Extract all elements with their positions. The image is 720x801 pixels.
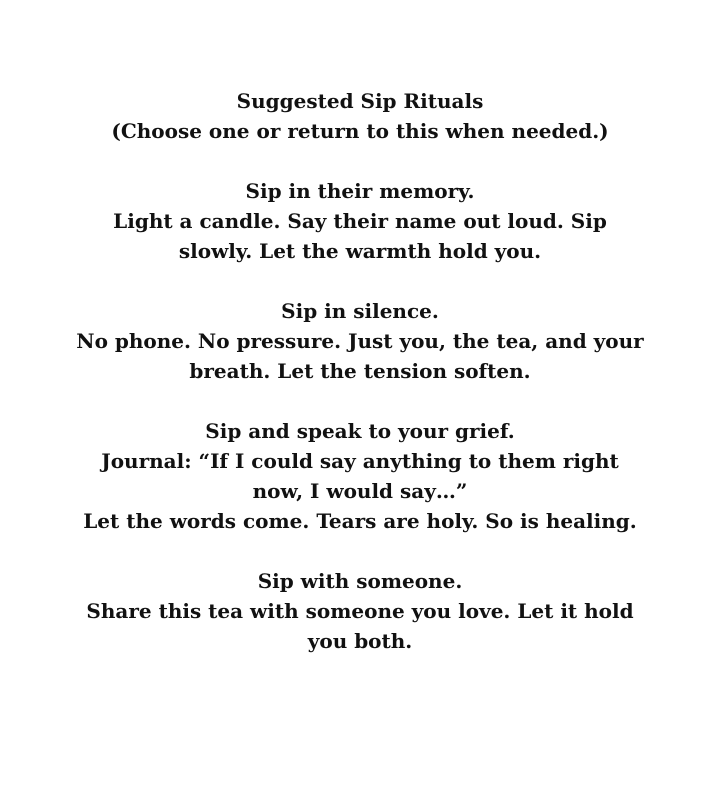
ritual-heading: Sip in their memory. [245, 179, 475, 203]
ritual-grief [40, 416, 680, 536]
ritual-heading: Sip with someone. [257, 569, 463, 593]
page-subtitle: (Choose one or return to this when needed.) [111, 119, 609, 143]
ritual-silence [40, 296, 680, 386]
rituals-text [40, 86, 680, 656]
ritual-heading: Sip in silence. [281, 299, 439, 323]
ritual-heading: Sip and speak to your grief. [205, 419, 515, 443]
ritual-memory [40, 176, 680, 266]
ritual-body: Journal: “If I could say anything to them right now, I would say…” [101, 449, 619, 503]
page-title: Suggested Sip Rituals [236, 89, 484, 113]
ritual-body: Share this tea with someone you love. Let it hold you both. [86, 599, 634, 653]
ritual-body: Light a candle. Say their name out loud. Sip slowly. Let the warmth hold you. [113, 209, 607, 263]
ritual-body-continued: Let the words come. Tears are holy. So is healing. [83, 509, 637, 533]
ritual-body: No phone. No pressure. Just you, the tea, and your breath. Let the tension soften. [76, 329, 644, 383]
ritual-someone [40, 566, 680, 656]
header-block [40, 86, 680, 146]
